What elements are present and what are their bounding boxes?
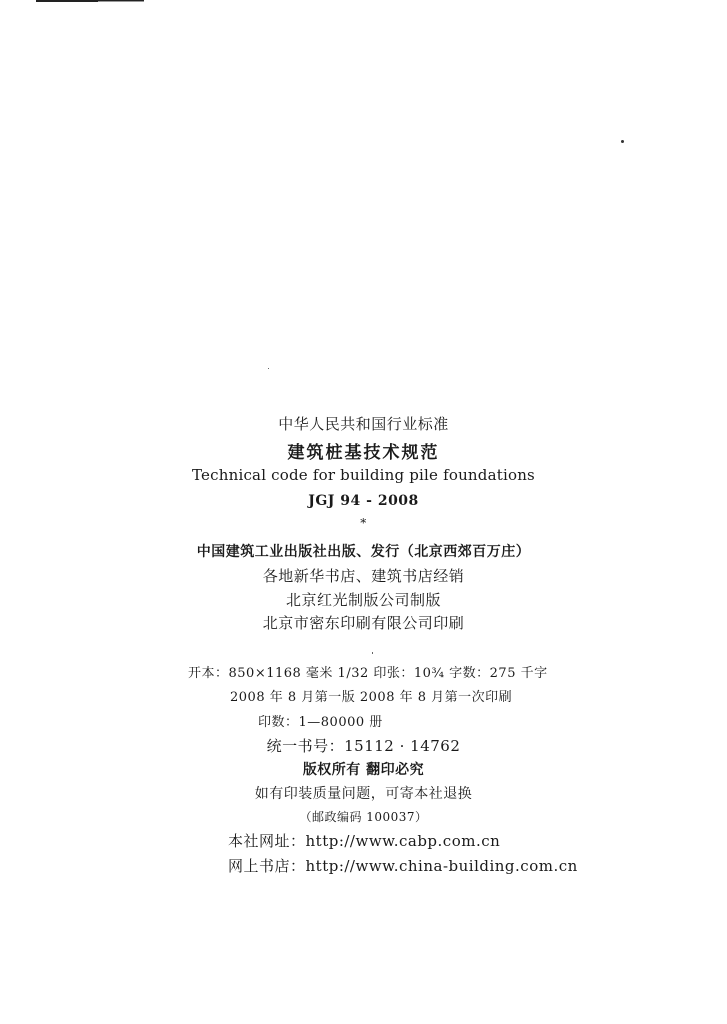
postcode-line: （邮政编码 100037）	[299, 810, 428, 824]
scan-speck	[372, 652, 373, 654]
scan-speck	[621, 140, 624, 143]
edition-line: 2008 年 8 月第一版 2008 年 8 月第一次印刷	[230, 690, 513, 705]
title-en: Technical code for building pile foundations	[192, 466, 535, 484]
website-line: 本社网址：http://www.cabp.com.cn	[228, 832, 501, 850]
online-store-line: 网上书店：http://www.china-building.com.cn	[228, 857, 578, 875]
printer-line: 北京市密东印刷有限公司印刷	[262, 614, 465, 632]
isbn-line: 统一书号：15112 · 14762	[266, 737, 461, 755]
title-cn: 建筑桩基技术规范	[287, 443, 440, 463]
copyright-line: 版权所有 翻印必究	[302, 762, 425, 778]
separator-star: *	[360, 516, 367, 530]
plate-maker-line: 北京红光制版公司制版	[285, 591, 441, 609]
distributor-line: 各地新华书店、建筑书店经销	[262, 567, 465, 585]
standard-code: JGJ 94 - 2008	[308, 493, 419, 509]
standard-category: 中华人民共和国行业标准	[278, 415, 449, 433]
quality-line: 如有印装质量问题，可寄本社退换	[254, 786, 473, 802]
format-line: 开本：850×1168 毫米 1/32 印张：10¾ 字数：275 千字	[188, 666, 548, 681]
scan-border-mark-light	[98, 1, 144, 2]
publisher-line: 中国建筑工业出版社出版、发行（北京西郊百万庄）	[196, 544, 531, 560]
print-run-line: 印数：1—80000 册	[258, 715, 383, 730]
scan-speck	[268, 368, 269, 369]
